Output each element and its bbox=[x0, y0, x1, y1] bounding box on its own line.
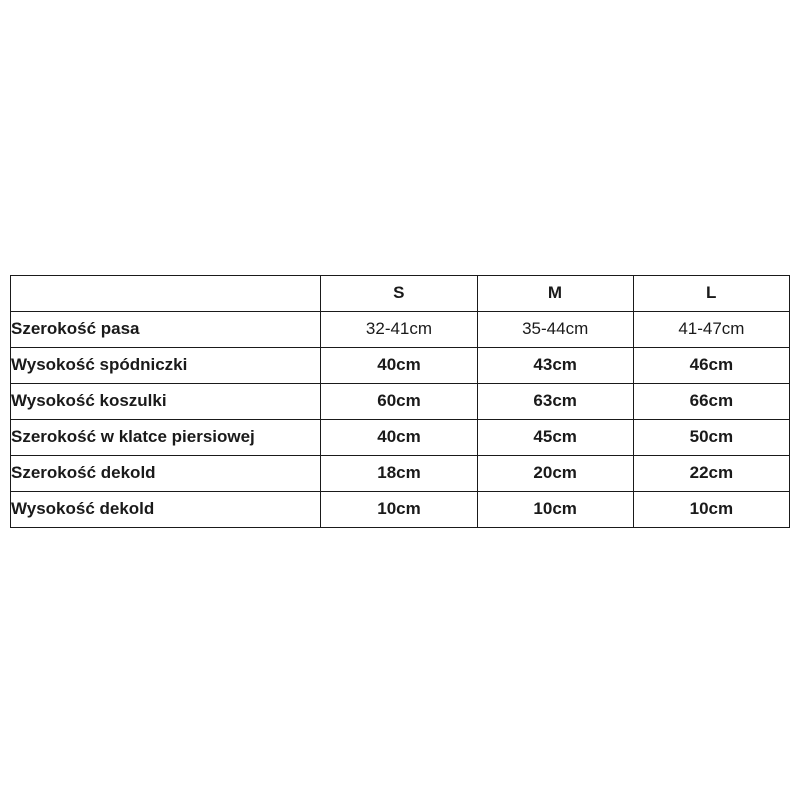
cell-skirt-height-l: 46cm bbox=[633, 348, 789, 384]
cell-shirt-height-l: 66cm bbox=[633, 384, 789, 420]
cell-neckline-width-l: 22cm bbox=[633, 456, 789, 492]
table-row bbox=[11, 456, 790, 492]
cell-shirt-height-s: 60cm bbox=[321, 384, 477, 420]
table-body bbox=[11, 312, 790, 528]
table-row bbox=[11, 312, 790, 348]
cell-waist-width-m: 35-44cm bbox=[477, 312, 633, 348]
cell-neckline-width-s: 18cm bbox=[321, 456, 477, 492]
row-label-neckline-height: Wysokość dekold bbox=[11, 492, 321, 528]
cell-skirt-height-s: 40cm bbox=[321, 348, 477, 384]
column-header-m: M bbox=[477, 276, 633, 312]
size-chart-table bbox=[10, 275, 790, 528]
row-label-waist-width: Szerokość pasa bbox=[11, 312, 321, 348]
table-row bbox=[11, 492, 790, 528]
cell-chest-width-m: 45cm bbox=[477, 420, 633, 456]
cell-neckline-height-l: 10cm bbox=[633, 492, 789, 528]
table-row bbox=[11, 420, 790, 456]
row-label-chest-width: Szerokość w klatce piersiowej bbox=[11, 420, 321, 456]
cell-waist-width-s: 32-41cm bbox=[321, 312, 477, 348]
cell-chest-width-s: 40cm bbox=[321, 420, 477, 456]
column-header-s: S bbox=[321, 276, 477, 312]
cell-skirt-height-m: 43cm bbox=[477, 348, 633, 384]
cell-shirt-height-m: 63cm bbox=[477, 384, 633, 420]
cell-chest-width-l: 50cm bbox=[633, 420, 789, 456]
cell-neckline-width-m: 20cm bbox=[477, 456, 633, 492]
size-table-container bbox=[10, 275, 790, 528]
row-label-neckline-width: Szerokość dekold bbox=[11, 456, 321, 492]
cell-neckline-height-m: 10cm bbox=[477, 492, 633, 528]
table-row bbox=[11, 384, 790, 420]
row-label-shirt-height: Wysokość koszulki bbox=[11, 384, 321, 420]
table-corner-cell bbox=[11, 276, 321, 312]
table-header-row bbox=[11, 276, 790, 312]
table-row bbox=[11, 348, 790, 384]
column-header-l: L bbox=[633, 276, 789, 312]
cell-waist-width-l: 41-47cm bbox=[633, 312, 789, 348]
cell-neckline-height-s: 10cm bbox=[321, 492, 477, 528]
table-header bbox=[11, 276, 790, 312]
row-label-skirt-height: Wysokość spódniczki bbox=[11, 348, 321, 384]
